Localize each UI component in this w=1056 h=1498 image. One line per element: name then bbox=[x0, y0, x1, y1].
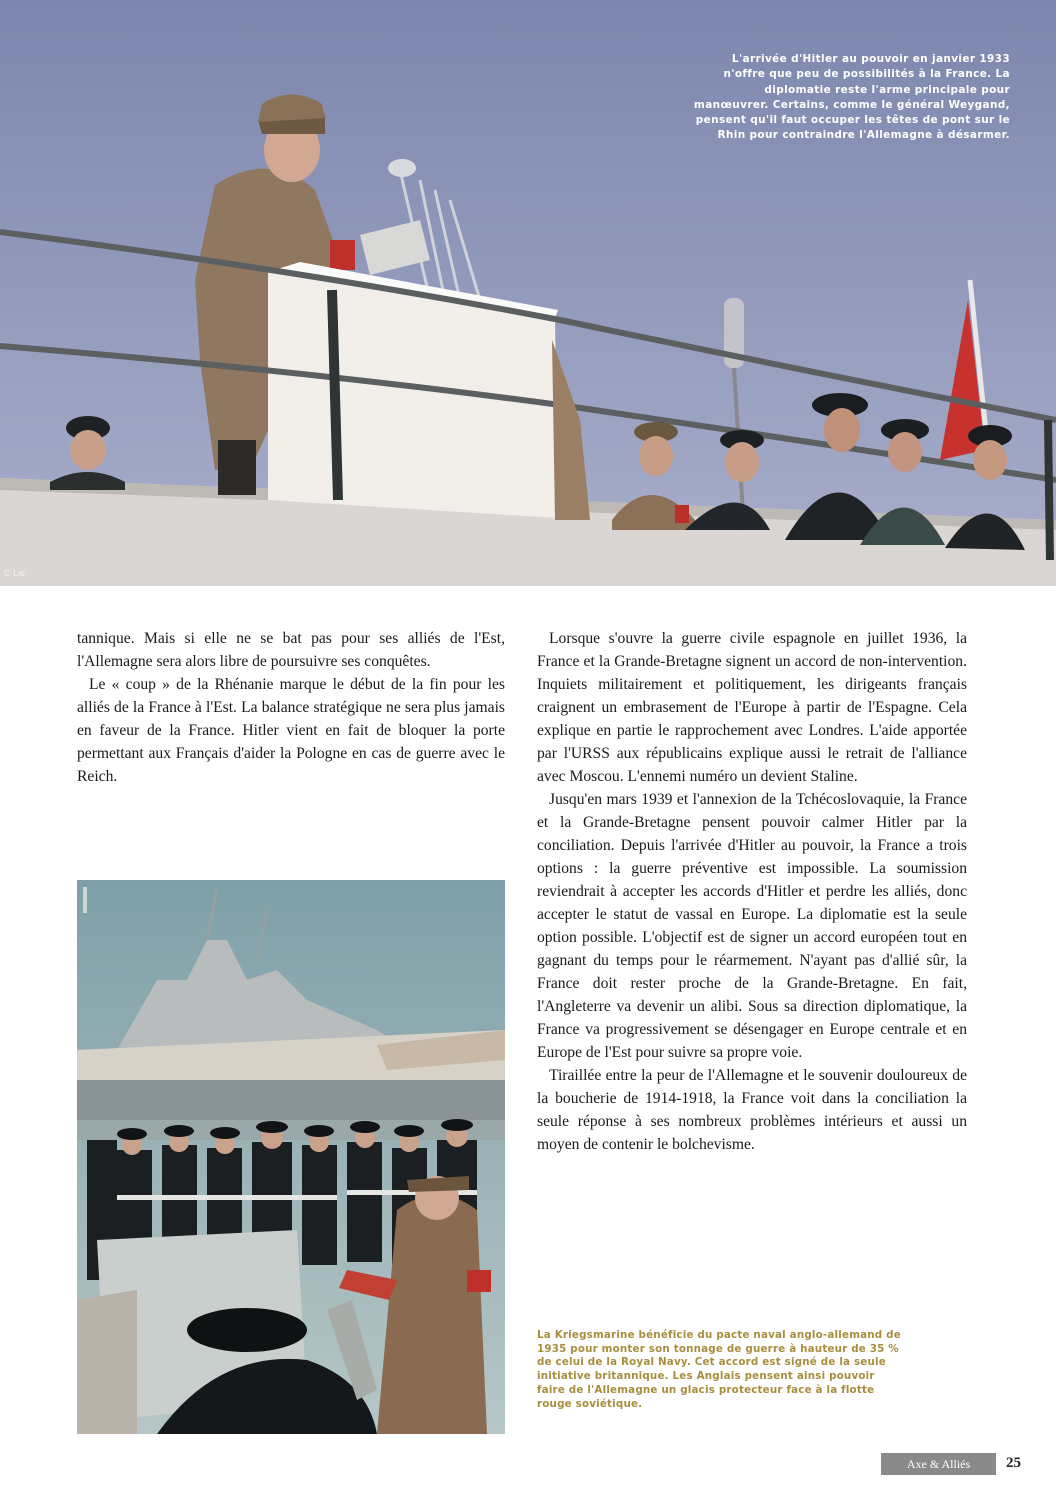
magazine-name: Axe & Alliés bbox=[881, 1453, 996, 1475]
bottom-photo-image bbox=[77, 880, 505, 1434]
bottom-photo bbox=[77, 880, 505, 1434]
left-column bbox=[77, 627, 505, 788]
right-paragraph: Jusqu'en mars 1939 et l'annexion de la Tchécoslovaquie, la France et la Grande-Bretagne pensent pouvoir calmer Hitler par la conciliation. Depuis l'arrivée d'Hitler au pouvoir, la France a trois options : la guerre préventive est impossible. La soumission reviendrait à accepter les accords d'Hitler et perdre les alliés, donc accepter le statut de vassal en Europe. La diplomatie est la seule option possible. L'objectif est de signer un accord européen tout en gagnant du temps pour le réarmement. N'ayant pas d'allié sûr, la France doit rester proche de la Grande-Bretagne. En fait, l'Angleterre va devenir un alibi. Sous sa direction diplomatique, la France va progressivement se désengager en Europe centrale et en Europe de l'Est pour suivre sa propre voie. bbox=[537, 791, 967, 1061]
top-photo bbox=[0, 0, 1056, 586]
left-paragraph: Le « coup » de la Rhénanie marque le début de la fin pour les alliés de la France à l'Est. La balance stratégique ne sera plus jamais en faveur de la France. Hitler vient en fait de bloquer la porte permettant aux Français d'aider la Pologne en cas de guerre avec le Reich. bbox=[77, 676, 505, 785]
bottom-photo-caption: La Kriegsmarine bénéficie du pacte naval anglo-allemand de 1935 pour monter son tonnage de guerre à hauteur de 35 % de celui de la Royal Navy. Cet accord est signé de la seule initiative britannique. Les Anglais pensent ainsi pouvoir faire de l'Allemagne un glacis protecteur face à la flotte rouge soviétique. bbox=[537, 1329, 901, 1410]
right-paragraph: Tiraillée entre la peur de l'Allemagne et le souvenir douloureux de la boucherie de 1914-1918, la France voit dans la conciliation la seule réponse à ses nombreux problèmes intérieurs et aussi un moyen de contenir le bolchevisme. bbox=[537, 1067, 967, 1153]
right-column bbox=[537, 627, 967, 1156]
photo-credit: © Lie bbox=[4, 568, 26, 578]
right-paragraph: Lorsque s'ouvre la guerre civile espagnole en juillet 1936, la France et la Grande-Bretagne signent un accord de non-intervention. Inquiets militairement et politiquement, les dirigeants français craignent un embrasement de l'Europe à partir de l'Espagne. Cela explique en partie le rapprochement avec Londres. L'aide apportée par l'URSS aux républicains explique aussi le retrait de l'alliance avec Moscou. L'ennemi numéro un devient Staline. bbox=[537, 630, 967, 785]
left-paragraph: tannique. Mais si elle ne se bat pas pour ses alliés de l'Est, l'Allemagne sera alors libre de poursuivre ses conquêtes. bbox=[77, 630, 505, 670]
top-photo-caption: L'arrivée d'Hitler au pouvoir en janvier 1933 n'offre que peu de possibilités à la France. La diplomatie reste l'arme principale pour manœuvrer. Certains, comme le général Weygand, pensent qu'il faut occuper les têtes de pont sur le Rhin pour contraindre l'Allemagne à désarmer. bbox=[693, 53, 1010, 142]
page-number: 25 bbox=[1006, 1455, 1021, 1471]
bottom-photo-credit-mark bbox=[79, 885, 93, 915]
